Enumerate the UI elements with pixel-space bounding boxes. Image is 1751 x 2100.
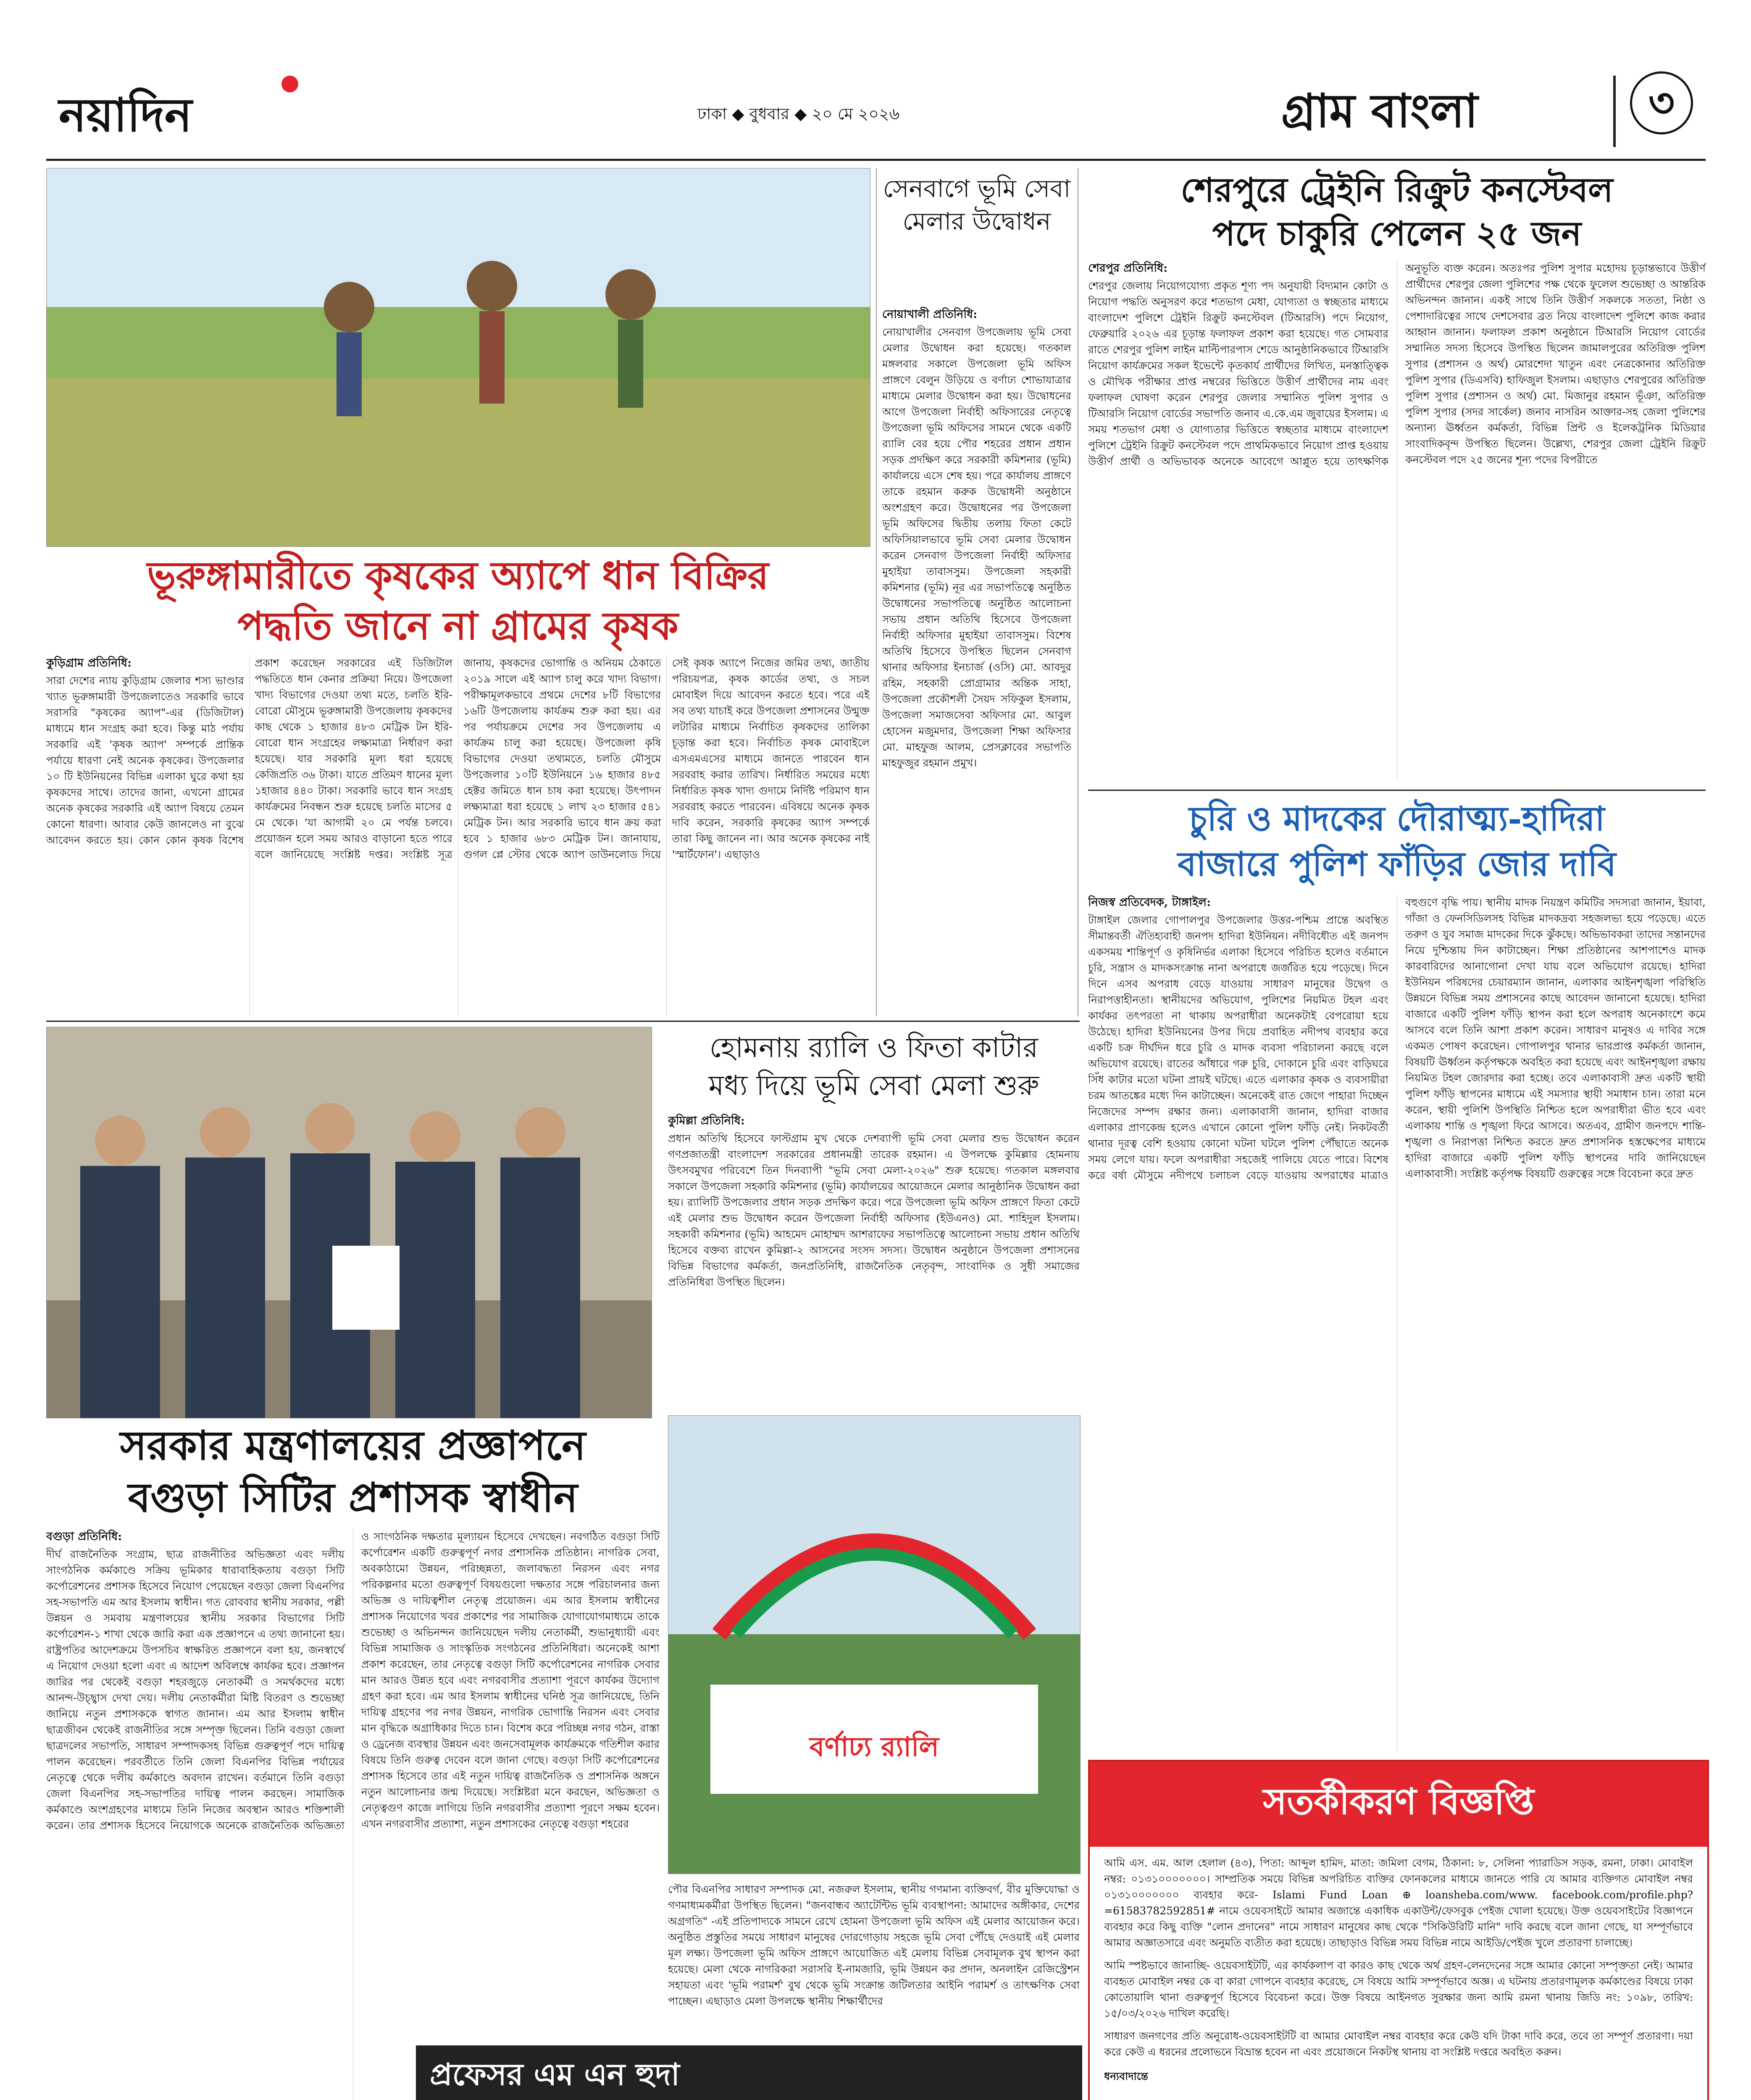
masthead-logo-accent-icon [281,76,298,92]
notice-title: সতর্কীকরণ বিজ্ঞপ্তি [1090,1761,1707,1847]
col-divider-senbag [876,168,877,1016]
homna-story [668,1113,1080,1407]
senbag-body: নোয়াখালীর সেনবাগ উপজেলায় ভূমি সেবা মেলার উদ্বোধন করা হয়েছে। গতকাল মঙ্গলবার সকালে উপজেলা ভূমি অফিস প্রাঙ্গণে বেলুন উড়িয়ে ও বর্ণাঢ্য শোভাযাত্রার মাধ্যমে মেলার উদ্বোধন করা হয়। উদ্বোধনের আগে উপজেলা নির্বাহী অফিসারের নেতৃত্বে উপজেলা ভূমি অফিসের সামনে থেকে একটি র‍্যালি বের হয়ে পৌর শহরের প্রধান প্রধান সড়ক প্রদক্ষিণ করে সরকারী কমিশনার (ভূমি) কার্যালয়ে এসে শেষ হয়। পরে কার্যালয় প্রাঙ্গণে তাকে রহমান করুক উদ্বোধনী অনুষ্ঠানে অংশগ্রহণ করে। উদ্বোধনের পর উপজেলা ভূমি অফিসের দ্বিতীয় তলায় ফিতা কেটে অফিসিয়ালভাবে ভূমি সেবা মেলার উদ্বোধন করেন সেনবাগ উপজেলা নির্বাহী অফিসার মুহাইয়া তাবাসসুম। উপজেলা সহকারী কমিশনার (ভূমি) নূর এর সভাপতিত্বে অনুষ্ঠিত উদ্বোধনের সভাপতিত্বে অনুষ্ঠিত আলোচনা সভায় প্রধান অতিথি হিসেবে উপজেলা নির্বাহী অফিসার মুহাইয়া তাবাসসুম। বিশেষ অতিথি হিসেবে উপস্থিত ছিলেন সেনবাগ থানার অফিসার ইনচার্জ (ওসি) মো. আবদুর রহিম, সহকারী প্রোগ্রামার অন্তিক সাহা, উপজেলা প্রকৌশলী সৈয়দ সফিকুল ইসলাম, উপজেলা সমাজসেবা অফিসার মো. আবুল হোসেন মজুমদার, উপজেলা শিক্ষা অফিসার মো. মাহফুজ আলম, প্রেসক্লাবের সভাপতি মাহফুজুর রহমান প্রমুখ। [882,326,1071,769]
bogura-byline: বগুড়া প্রতিনিধি: [46,1530,122,1543]
notice-para-3: সাধারণ জনগণের প্রতি অনুরোধ-ওয়েবসাইটটি বা আমার মোবাইল নম্বর ব্যবহার করে কেউ যদি টাকা দাবি করে, তবে তা সম্পূর্ণ প্রতারণা। দয়া করে কেউ এ ধরনের প্রলোভনে বিভ্রান্ত হবেন না এবং প্রয়োজনে নিকটস্থ থানায় বা সংশ্লিষ্ট দপ্তরে অবহিত করুন। [1104,2030,1693,2058]
meeting-photo [46,1027,652,1418]
hadira-rule [1088,790,1706,791]
bogura-headline-line-2: বগুড়া সিটির প্রশাসক স্বাধীন [128,1474,578,1521]
sherpur-headline-line-1: শেরপুরে ট্রেইনি রিক্রুট কনস্টেবল [1180,170,1613,210]
farm-byline: কুড়িগ্রাম প্রতিনিধি: [46,656,132,669]
homna-byline: কুমিল্লা প্রতিনিধি: [668,1114,745,1127]
farm-photo [46,168,870,547]
doctor-ad[interactable] [416,2045,1082,2100]
hadira-body: টাঙ্গাইল জেলার গোপালপুর উপজেলার উত্তর-পশ্চিম প্রান্তে অবস্থিত সীমান্তবর্তী ঐতিহ্যবাহী জনপদ হাদিরা ইউনিয়ন। নদীবিধৌত এই জনপদ একসময় শান্তিপূর্ণ ও কৃষিনির্ভর এলাকা হিসেবে পরিচিত হলেও বর্তমানে চুরি, সন্ত্রাস ও মাদকসংক্রান্ত নানা অপরাধে জর্জরিত হয়ে পড়েছে। দিনে দিনে এসব অপরাধ বেড়ে যাওয়ায় সাধারণ মানুষের উদ্বেগ ও নিরাপত্তাহীনতা। স্থানীয়দের অভিযোগ, পুলিশের নিয়মিত টহল এবং কার্যকর তৎপরতা না থাকায় অপরাধীরা অনেকটাই বেপরোয়া হয়ে উঠেছে। হাদিরা ইউনিয়নের উপর দিয়ে প্রবাহিত নদীপথ ব্যবহার করে একটি চক্র দীর্ঘদিন ধরে চুরি ও মাদক ব্যবসা পরিচালনা করছে বলে অভিযোগ রয়েছে। রাতের আঁধারে গরু চুরি, দোকানে চুরি এবং বাড়িঘরে সিঁধ কাটার মতো ঘটনা প্রায়ই ঘটছে। এতে এলাকার কৃষক ও ব্যবসায়ীরা চরম আতঙ্কের মধ্যে দিন কাটাচ্ছেন। অনেকেই রাত জেগে পাহারা দিচ্ছেন নিজেদের সম্পদ রক্ষার জন্য। এলাকাবাসী জানান, হাদিরা বাজার এলাকার প্রাণকেন্দ্র হলেও এখানে কোনো পুলিশ ফাঁড়ি নেই। নিকটবর্তী থানার দূরত্ব বেশি হওয়ায় কোনো ঘটনা ঘটলে পুলিশ পৌঁছাতে অনেক সময় লেগে যায়। ফলে অপরাধীরা সহজেই পালিয়ে যেতে পারে। বিশেষ করে বর্ষা মৌসুমে নদীপথে চলাচল বেড়ে যাওয়ায় অপরাধের মাত্রাও বহুগুণে বৃদ্ধি পায়। স্থানীয় মাদক নিয়ন্ত্রণ কমিটির সদস্যরা জানান, ইয়াবা, গাঁজা ও ফেনসিডিলসহ বিভিন্ন মাদকদ্রব্য সহজলভ্য হয়ে পড়েছে। এতে তরুণ ও যুব সমাজ মাদকের দিকে ঝুঁকছে। অভিভাবকরা তাদের সন্তানদের নিয়ে দুশ্চিন্তায় দিন কাটাচ্ছেন। শিক্ষা প্রতিষ্ঠানের আশপাশেও মাদক কারবারিদের আনাগোনা দেখা যায় বলে অভিযোগ রয়েছে। হাদিরা ইউনিয়ন পরিষদের চেয়ারম্যান জানান, এলাকার আইনশৃঙ্খলা পরিস্থিতি উন্নয়নে বিভিন্ন সময় প্রশাসনের কাছে আবেদন জানানো হয়েছে। হাদিরা বাজারে একটি পুলিশ ফাঁড়ি স্থাপন করা হলে অপরাধ অনেকাংশে কমে আসবে বলে তিনি আশা প্রকাশ করেন। সাধারণ মানুষও এ দাবির সঙ্গে একমত পোষণ করেছেন। গোপালপুর থানার ভারপ্রাপ্ত কর্মকর্তা জানান, বিষয়টি ঊর্ধ্বতন কর্তৃপক্ষকে অবহিত করা হয়েছে এবং আইনশৃঙ্খলা রক্ষায় নিয়মিত টহল জোরদার করা হচ্ছে। তবে এলাকাবাসী দ্রুত একটি স্থায়ী পুলিশ ফাঁড়ি স্থাপনের মাধ্যমে এই সমস্যার স্থায়ী সমাধান চান। তারা মনে করেন, স্থায়ী পুলিশি উপস্থিতি নিশ্চিত হলে অপরাধীরা ভীত হবে এবং এলাকায় শান্তি ও শৃঙ্খলা ফিরে আসবে। অতএব, গ্রামীণ জনপদে শান্তি-শৃঙ্খলা ও নিরাপত্তা নিশ্চিত করতে দ্রুত প্রশাসনিক হস্তক্ষেপের মাধ্যমে হাদিরা বাজারে একটি পুলিশ ফাঁড়ি স্থাপনের দাবি জানিয়েছেন এলাকাবাসী। সংশ্লিষ্ট কর্তৃপক্ষ বিষয়টি গুরুত্বের সঙ্গে বিবেচনা করে দ্রুত [1088,896,1706,1181]
masthead-dateline: ঢাকা ◆ বুধবার ◆ ২০ মে ২০২৬ [697,105,900,123]
bogura-story [46,1529,660,2100]
rally-photo [668,1415,1081,1874]
senbag-headline[interactable]: সেনবাগে ভূমি সেবা মেলার উদ্বোধন [883,174,1071,236]
hadira-headline-line-2: বাজারে পুলিশ ফাঁড়ির জোর দাবি [1178,844,1616,884]
page-number: ৩ [1630,71,1693,134]
mid-rule [46,1021,1080,1022]
sherpur-story [1088,260,1706,781]
homna-headline[interactable] [668,1029,1080,1105]
sherpur-headline-line-2: পদে চাকুরি পেলেন ২৫ জন [1212,214,1582,253]
sherpur-headline[interactable] [1088,168,1706,255]
farm-illustration [47,168,870,546]
hadira-headline-line-1: চুরি ও মাদকের দৌরাত্ম্য-হাদিরা [1189,799,1605,838]
bogura-headline[interactable] [46,1420,660,1524]
hadira-story [1088,895,1706,1751]
hadira-headline[interactable] [1088,796,1706,887]
farm-headline-line-1: ভূরুঙ্গামারীতে কৃষকের অ্যাপে ধান বিক্রির [147,553,769,598]
farm-headline[interactable] [46,550,870,651]
homna-headline-line-2: মধ্য দিয়ে ভূমি সেবা মেলা শুরু [708,1069,1039,1102]
doctor-name: প্রফেসর এম এন হুদা [417,2047,1081,2100]
masthead-rule [46,159,1706,161]
bogura-body: দীর্ঘ রাজনৈতিক সংগ্রাম, ছাত্র রাজনীতির অভিজ্ঞতা এবং দলীয় সাংগঠনিক কর্মকাণ্ডে সক্রিয় ভূমিকার ধারাবাহিকতায় বগুড়া সিটি কর্পোরেশনের প্রশাসক হিসেবে নিয়োগ পেয়েছেন বগুড়া জেলা বিএনপির সহ-সভাপতি এম আর ইসলাম স্বাধীন। গত রোববার স্থানীয় সরকার, পল্লী উন্নয়ন ও সমবায় মন্ত্রণালয়ের স্থানীয় সরকার বিভাগের সিটি কর্পোরেশন-১ শাখা থেকে জারি করা এক প্রজ্ঞাপনে এ তথ্য জানানো হয়। রাষ্ট্রপতির আদেশক্রমে উপসচিব স্বাক্ষরিত প্রজ্ঞাপনে বলা হয়, জনস্বার্থে এ নিয়োগ দেওয়া হলো এবং এ আদেশ অবিলম্বে কার্যকর হবে। প্রজ্ঞাপন জারির পর থেকেই বগুড়া শহরজুড়ে নেতাকর্মী ও সমর্থকদের মধ্যে আনন্দ-উচ্ছ্বাস দেখা দেয়। দলীয় নেতাকর্মীরা মিষ্টি বিতরণ ও শুভেচ্ছা জানিয়ে নতুন প্রশাসককে স্বাগত জানান। এম আর ইসলাম স্বাধীন ছাত্রজীবন থেকেই রাজনীতির সঙ্গে সম্পৃক্ত ছিলেন। তিনি বগুড়া জেলা ছাত্রদলের সভাপতি, সাধারণ সম্পাদকসহ বিভিন্ন গুরুত্বপূর্ণ পদে দায়িত্ব পালন করেছেন। পরবর্তীতে তিনি জেলা বিএনপির বিভিন্ন পর্যায়ের নেতৃত্বে থেকে দলীয় কর্মকাণ্ডে অবদান রাখেন। বর্তমানে তিনি বগুড়া জেলা বিএনপির সহ-সভাপতির দায়িত্ব পালন করছেন। সামাজিক কর্মকাণ্ডে অংশগ্রহণের মাধ্যমে তিনি নিজের অবস্থান আরও শক্তিশালী করেন। তার প্রশাসক হিসেবে নিয়োগকে অনেকে রাজনৈতিক অভিজ্ঞতা ও সাংগঠনিক দক্ষতার মূল্যায়ন হিসেবে দেখছেন। নবগঠিত বগুড়া সিটি কর্পোরেশন একটি গুরুত্বপূর্ণ নগর প্রশাসনিক প্রতিষ্ঠান। নাগরিক সেবা, অবকাঠামো উন্নয়ন, পরিচ্ছন্নতা, জলাবদ্ধতা নিরসন এবং নগর পরিকল্পনার মতো গুরুত্বপূর্ণ বিষয়গুলো দক্ষতার সঙ্গে পরিচালনার জন্য অভিজ্ঞ ও দায়িত্বশীল নেতৃত্ব প্রয়োজন। এম আর ইসলাম স্বাধীনের প্রশাসক নিয়োগের খবর প্রকাশের পর সামাজিক যোগাযোগমাধ্যমে তাকে শুভেচ্ছা ও অভিনন্দন জানিয়েছেন দলীয় নেতাকর্মী, শুভানুধ্যায়ী এবং বিভিন্ন সামাজিক ও সাংস্কৃতিক সংগঠনের প্রতিনিধিরা। অনেকেই আশা প্রকাশ করেছেন, তার নেতৃত্বে বগুড়া সিটি কর্পোরেশনের নাগরিক সেবার মান আরও উন্নত হবে এবং নগরবাসীর প্রত্যাশা পূরণে কার্যকর উদ্যোগ গ্রহণ করা হবে। এম আর ইসলাম স্বাধীনের ঘনিষ্ঠ সূত্র জানিয়েছে, তিনি দায়িত্ব গ্রহণের পর নগর উন্নয়ন, নাগরিক ভোগান্তি নিরসন এবং সেবার মান বৃদ্ধিকে অগ্রাধিকার দিতে চান। বিশেষ করে পরিচ্ছন্ন নগর গঠন, রাস্তা ও ড্রেনেজ ব্যবস্থার উন্নয়ন এবং জনসেবামূলক কার্যক্রমকে গতিশীল করার বিষয়ে তিনি গুরুত্ব দেবেন বলে জানা গেছে। বগুড়া সিটি কর্পোরেশনের প্রশাসক হিসেবে তার এই নতুন দায়িত্ব রাজনৈতিক ও প্রশাসনিক অঙ্গনে নতুন আলোচনার জন্ম দিয়েছে। সংশ্লিষ্টরা মনে করছেন, অভিজ্ঞতা ও নেতৃত্বগুণ কাজে লাগিয়ে তিনি নগরবাসীর প্রত্যাশা পূরণে সক্ষম হবেন। এখন নগরবাসীর প্রত্যাশা, নতুন প্রশাসকের নেতৃত্বে বগুড়া শহরের [46,1530,660,1832]
warning-notice [1088,1760,1709,2100]
rally-banner: বর্ণাঢ্য র‍্যালি [809,1731,939,1763]
section-title: গ্রাম বাংলা [1281,84,1478,138]
meeting-illustration [47,1027,652,1418]
senbag-story [882,307,1071,1016]
notice-para-1: আমি এস. এম. আল হেলাল (৪৩), পিতা: আব্দুল হামিদ, মাতা: জমিলা বেগম, ঠিকানা: ৮, সেলিনা প্যারাডিস সড়ক, রমনা, ঢাকা। মোবাইল নম্বর: ০১৩১০০০০০০০। সাম্প্রতিক সময়ে বিভিন্ন অপরিচিত ব্যক্তির ফোনকলের মাধ্যমে জানতে পারি যে আমার ব্যক্তিগত মোবাইল নম্বর ০১৩১০০০০০০০ ব্যবহার করে- Islami Fund Loan ⊕ loansheba.com/www. facebook.com/profile.php?=61583782592851# নামে ওয়েবসাইটে আমার অজান্তে একাধিক একাউন্ট/ফেসবুক পেইজ খোলা হয়েছে। উক্ত ওয়েবসাইটের বিজ্ঞাপনে ব্যবহার করে কিছু ব্যক্তি "লোন প্রদানের" নামে সাধারণ মানুষের কাছ থেকে "সিকিউরিটি মানি" দাবি করছে বলে জানা গেছে, যা সম্পূর্ণভাবে আমার অজ্ঞাতসারে এবং অনুমতি ব্যতীত করা হয়েছে। তাছাড়াও বিভিন্ন সময় বিভিন্ন নামে আইডি/পেইজ খুলে প্রতারণা চালাচ্ছে। [1104,1857,1693,1949]
masthead-logo[interactable]: নয়াদিন [59,88,192,142]
rally-caption-text: পৌর বিএনপির সাধারণ সম্পাদক মো. নজরুল ইসলাম, স্থানীয় গণমান্য ব্যক্তিবর্গ, বীর মুক্তিযোদ্ধা ও গণমাধ্যমকর্মীরা উপস্থিত ছিলেন। "জনবান্ধব অ্যাটেন্টিভ ভূমি ব্যবস্থাপনা: আমাদের অঙ্গীকার, দেশের অগ্রগতি" -এই প্রতিপাদ্যকে সামনে রেখে হোমনা উপজেলা ভূমি অফিস এই মেলার আয়োজন করে। অনুষ্ঠিত প্রস্তুতির সময়ে সাধারণ মানুষের দোরগোড়ায় সহজে ভূমি সেবা পৌঁছে দেওয়াই এই মেলার মূল লক্ষ্য। উপজেলা ভূমি অফিস প্রাঙ্গণে আয়োজিত এই মেলায় বিভিন্ন সেবামূলক বুথ স্থাপন করা হয়েছে। মেলা থেকে নাগরিকরা সরাসরি ই-নামজারি, ভূমি উন্নয়ন কর প্রদান, অনলাইন রেজিস্ট্রেশন সহায়তা এবং 'ভূমি পরামর্শ' বুথ থেকে ভূমি সংক্রান্ত জটিলতার আইনি পরামর্শ ও তাৎক্ষণিক সেবা পাচ্ছেন। এছাড়াও মেলা উপলক্ষে স্থানীয় শিক্ষার্থীদের [668,1883,1080,2007]
homna-body: প্রধান অতিথি হিসেবে ফাস্টগ্রাম মুখ থেকে দেশব্যাপী ভূমি সেবা মেলার শুভ উদ্বোধন করেন গণপ্রজাতন্ত্রী বাংলাদেশ সরকারের প্রধানমন্ত্রী তারেক রহমান। এ উপলক্ষে কুমিল্লার হোমনায় উৎসবমুখর পরিবেশে তিন দিনব্যাপী "ভূমি সেবা মেলা-২০২৬" শুরু হয়েছে। গতকাল মঙ্গলবার সকালে উপজেলা সহকারি কমিশনার (ভূমি) কার্যালয়ের আয়োজনে মেলার আনুষ্ঠানিক উদ্বোধন করা হয়। র‍্যালিটি উপজেলার প্রধান সড়ক প্রদক্ষিণ করে। পরে উপজেলা ভূমি অফিস প্রাঙ্গণে ফিতা কেটে এই মেলার শুভ উদ্বোধন করেন উপজেলা নির্বাহী অফিসার (ইউএনও) মো. শাহিদুল ইসলাম। সহকারী কমিশনার (ভূমি) আহমেদ মোহাম্মদ আশরাফের সভাপতিত্বে আলোচনা সভায় প্রধান অতিথি হিসেবে বক্তব্য রাখেন কুমিল্লা-২ আসনের সংসদ সদস্য। উদ্বোধন অনুষ্ঠানে উপজেলা প্রশাসনের বিভিন্ন বিভাগের কর্মকর্তা, জনপ্রতিনিধি, রাজনৈতিক নেতৃবৃন্দ, সাংবাদিক ও সুধী সমাজের প্রতিনিধিরা উপস্থিত ছিলেন। [668,1132,1080,1288]
hadira-byline: নিজস্ব প্রতিবেদক, টাঙ্গাইল: [1088,896,1211,909]
sherpur-byline: শেরপুর প্রতিনিধি: [1088,262,1168,275]
masthead-divider [1613,76,1616,147]
farm-body: সারা দেশের ন্যায় কুড়িগ্রাম জেলার শস্য ভাণ্ডার খ্যাত ভূরুঙ্গামারী উপজেলাতেও সরকারি ভাবে সরাসরি "কৃষকের অ্যাপ"-এর (ডিজিটাল) মাধ্যমে ধান সংগ্রহ করা হবে। কিন্তু মাঠ পর্যায় সরকারি এই 'কৃষক অ্যাপ' সম্পর্কে প্রান্তিক পর্যায়ে ধারণা নেই অনেক কৃষকের। উপজেলার ১০ টি ইউনিয়নের বিভিন্ন এলাকা ঘুরে কথা হয় কৃষকদের সাথে। তাদের জানা, এখনো গ্রামের অনেক কৃষকের সরকারি এই অ্যাপ বিষয়ে তেমন কোনো ধারণা। আবার কেউ জানলেও না বুঝে আবেদন করতে হয়। কোন কোন কৃষক বিশেষ প্রকাশ করেছেন সরকারের এই ডিজিটাল পদ্ধতিতে ধান কেনার প্রক্রিয়া নিয়ে। উপজেলা খাদ্য বিভাগের দেওয়া তথ্য মতে, চলতি ইরি-বোরো মৌসুমে ভূরুঙ্গামারী উপজেলায় কৃষকদের কাছ থেকে ১ হাজার ৪৮৩ মেট্রিক টন ইরি-বোরো ধান সংগ্রহের লক্ষ্যমাত্রা নির্ধারণ করা হয়েছে। যার সরকারি মূল্য ধরা হয়েছে কেজিপ্রতি ৩৬ টাকা। যাতে প্রতিমণ ধানের মূল্য ১হাজার ৪৪০ টাকা। সরকারি ভাবে ধান সংগ্রহ কার্যক্রমের নিবন্ধন শুরু হয়েছে চলতি মাসের ৫ মে থেকে। 'যা আগামী ২০ মে পর্যন্ত চলবে। প্রয়োজন হলে সময় আরও বাড়ানো হতে পারে বলে জানিয়েছে সংশ্লিষ্ট দপ্তর। সংশ্লিষ্ট সূত্র জানায়, কৃষকদের ভোগান্তি ও অনিয়ম ঠেকাতে ২০১৯ সালে এই অ্যাপ চালু করে খাদ্য বিভাগ। পরীক্ষামূলকভাবে প্রথমে দেশের ৮টি বিভাগের ১৬টি উপজেলায় কার্যক্রম শুরু করা হয়। এর পর পর্যায়ক্রমে দেশের সব উপজেলায় এ কার্যক্রম চালু করা হয়েছে। উপজেলা কৃষি বিভাগের দেওয়া তথ্যমতে, চলতি মৌসুমে উপজেলার ১০টি ইউনিয়নে ১৬ হাজার ৪৮৫ হেক্টর জমিতে ধান চাষ করা হয়েছে। উৎপাদন লক্ষ্যমাত্রা ধরা হয়েছে ১ লাখ ২৩ হাজার ৫৪১ মেট্রিক টন। আর সরকারি ভাবে ধান ক্রয় করা হবে ১ হাজার ৬৮৩ মেট্রিক টন। জানাযায়, গুগল প্লে স্টোর থেকে অ্যাপ ডাউনলোড দিয়ে সেই কৃষক অ্যাপে নিজের জমির তথ্য, জাতীয় পরিচয়পত্র, কৃষক কার্ডের তথ্য, ও সচল মোবাইল দিয়ে আবেদন করতে হবে। পরে এই সব তথ্য যাচাই করে উপজেলা প্রশাসনের উন্মুক্ত লটারির মাধ্যমে নির্বাচিত কৃষকদের তালিকা চূড়ান্ত করা হবে। নির্বাচিত কৃষক মোবাইলে এসএমএসের মাধ্যমে জানতে পারবেন ধান সরবরাহ করার তারিখ। নির্ধারিত সময়ের মধ্যে নির্ধারিত কৃষক খাদ্য গুদামে নির্দিষ্ট পরিমাণ ধান সরবরাহ করতে পারবেন। এবিষয়ে অনেক কৃষক দাবি করেন, সরকারি কৃষকের অ্যাপ সম্পর্কে তারা কিছু জানেন না। আর অনেক কৃষকের নাই 'স্মার্টফোন'। এছাড়াও [46,657,870,861]
homna-headline-line-1: হোমনায় র‍্যালি ও ফিতা কাটার [709,1032,1039,1064]
notice-thanks: ধন্যবাদান্তে [1104,2070,1149,2082]
senbag-byline: নোয়াখালী প্রতিনিধি: [882,308,978,321]
farm-headline-line-2: পদ্ধতি জানে না গ্রামের কৃষক [237,603,678,648]
farm-story [46,655,870,1016]
rally-illustration [668,1416,1080,1874]
notice-para-2: আমি স্পষ্টভাবে জানাচ্ছি- ওয়েবসাইটটি, এর কার্যকলাপ বা কারও কাছ থেকে অর্থ গ্রহণ-লেনদেনের সঙ্গে আমার কোনো সম্পৃক্ততা নেই। আমার ব্যবহৃত মোবাইল নম্বর কে বা কারা গোপনে ব্যবহার করেছে, সে বিষয়ে আমি সম্পূর্ণভাবে অজ্ঞ। এ ঘটনায় প্রতারণামূলক কর্মকাণ্ডের বিষয়ে ঢাকা কোতোয়ালি থানা গুরুত্বপূর্ণ হিসেবে বিবেচনা করে। উক্ত বিষয়ে আইনগত সুরক্ষার জন্য আমি রমনা থানায় জিডি নং: ১০৯৮, তারিখ: ১৫/০৩/২০২৬ দাখিল করেছি। [1104,1959,1693,2019]
bogura-headline-line-1: সরকার মন্ত্রণালয়ের প্রজ্ঞাপনে [120,1422,586,1469]
sherpur-body: শেরপুর জেলায় নিয়োগযোগ্য প্রকৃত শূণ্য পদ অনুযায়ী বিদ্যমান কোটা ও নিয়োগ পদ্ধতি অনুসরণ করে শতভাগ মেধা, যোগ্যতা ও স্বচ্ছতার মাধ্যমে বাংলাদেশ পুলিশে ট্রেইনি রিক্রুট কনস্টেবল (টিআরসি) পদে নিয়োগ, ফেব্রুয়ারি ২০২৬ এর চূড়ান্ত ফলাফল প্রকাশ করা হয়েছে। গত সোমবার রাতে শেরপুর পুলিশ লাইন মাল্টিপারপাস শেডে আনুষ্ঠানিকভাবে টিআরসি নিয়োগ কার্যক্রমের সকল ইভেন্টে কৃতকার্য প্রার্থীদের লিখিত, মনস্তাত্ত্বিক ও মৌখিক পরীক্ষার প্রাপ্ত নম্বরের ভিত্তিতে উত্তীর্ণ প্রার্থীদের নাম এবং ফলাফল ঘোষণা করেন শেরপুর জেলার সম্মানিত পুলিশ সুপার ও টিআরসি নিয়োগ বোর্ডের সভাপতি জনাব এ.কে.এম জুবায়ের ইসলাম। এ সময় শতভাগ মেধা ও যোগ্যতার ভিত্তিতে স্বচ্ছতার মাধ্যমে বাংলাদেশ পুলিশে ট্রেইনি রিক্রুট কনস্টেবল পদে প্রাথমিকভাবে নিয়োগ প্রাপ্ত হওয়ায় উত্তীর্ণ প্রার্থী ও অভিভাবক অনেকে আবেগে আপ্লুত হয়ে তাৎক্ষণিক অনুভূতি ব্যক্ত করেন। অতঃপর পুলিশ সুপার মহোদয় চূড়ান্তভাবে উত্তীর্ণ প্রার্থীদের শেরপুর জেলা পুলিশের পক্ষ থেকে ফুলেল শুভেচ্ছা ও আন্তরিক অভিনন্দন জানান। একই সাথে তিনি উত্তীর্ণ সকলকে সততা, নিষ্ঠা ও পেশাদারিত্বের সাথে দেশসেবার ব্রত নিয়ে বাংলাদেশ পুলিশে কাজ করার আহ্বান জানান। ফলাফল প্রকাশ অনুষ্ঠানে টিআরসি নিয়োগ বোর্ডের সম্মানিত সদস্য হিসেবে উপস্থিত ছিলেন জামালপুরের অতিরিক্ত পুলিশ সুপার (প্রশাসন ও অর্থ) মোরশেদা খাতুন এবং নেত্রকোনার অতিরিক্ত পুলিশ সুপার (ডিএসবি) হাফিজুল ইসলাম। এছাড়াও শেরপুরের অতিরিক্ত পুলিশ সুপার (প্রশাসন ও অর্থ) মো. মিজানুর রহমান ভূঁঞা, অতিরিক্ত পুলিশ সুপার (সদর সার্কেল) জনাব নাসরিন আক্তার-সহ জেলা পুলিশের অন্যান্য ঊর্ধ্বতন কর্মকর্তা, বিভিন্ন প্রিন্ট ও ইলেকট্রনিক মিডিয়ার সাংবাদিকবৃন্দ উপস্থিত ছিলেন। উল্লেখ্য, শেরপুর জেলা ট্রেইনি রিক্রুট কনস্টেবল পদে ২৫ জনের শূন্য পদের বিপরীতে [1088,262,1706,467]
masthead [46,63,1706,160]
